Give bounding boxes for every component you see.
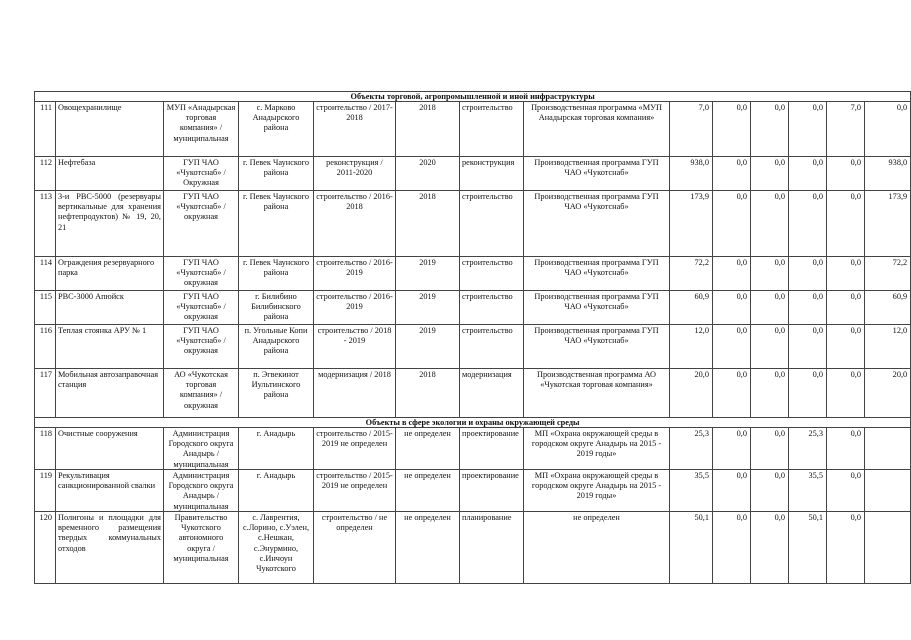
table-row (35, 291, 911, 325)
funding-value: 0,0 (736, 158, 747, 167)
row-number: 114 (39, 258, 52, 267)
stage: проектирование (462, 471, 519, 480)
total-funding: 50,1 (694, 513, 709, 522)
row-number: 117 (39, 370, 52, 379)
funding-value: 0,0 (850, 326, 861, 335)
table-row (35, 257, 911, 291)
funding-value: 0,0 (774, 370, 785, 379)
funding-value: 7,0 (850, 103, 861, 112)
funding-value: 0,0 (812, 326, 823, 335)
row-number: 115 (39, 292, 52, 301)
table-row (35, 191, 911, 257)
funding-value: 0,0 (774, 258, 785, 267)
completion-year: 2019 (419, 258, 436, 267)
funding-value: 0,0 (850, 292, 861, 301)
row-number: 112 (39, 158, 52, 167)
stage: планирование (462, 513, 512, 522)
object-owner: ГУП ЧАО «Чукотснаб» / окружная (176, 292, 226, 322)
funding-value: 0,0 (812, 192, 823, 201)
program-name: не определен (573, 513, 620, 522)
funding-value: 35,5 (808, 471, 823, 480)
completion-year: 2019 (419, 326, 436, 335)
total-funding: 938,0 (690, 158, 709, 167)
object-owner: ГУП ЧАО «Чукотснаб» / окружная (176, 258, 226, 288)
funding-value: 0,0 (736, 103, 747, 112)
total-funding: 60,9 (694, 292, 709, 301)
program-name: Производственная программа ГУП ЧАО «Чукотснаб» (534, 192, 659, 212)
table-row (35, 102, 911, 157)
table-row (35, 470, 911, 512)
work-type-period: строительство / 2015-2019 не определен (316, 429, 393, 449)
work-type-period: строительство / 2015-2019 не определен (316, 471, 393, 491)
total-funding: 173,9 (690, 192, 709, 201)
funding-value: 0,0 (774, 292, 785, 301)
stage: строительство (462, 326, 513, 335)
object-name: 3-и РВС-5000 (резервуары вертикальные для хранения нефтепродуктов) № 19, 20, 21 (58, 192, 161, 232)
funding-value (867, 429, 907, 468)
stage: реконструкция (462, 158, 515, 167)
object-name: РВС-3000 Апюйск (58, 292, 124, 301)
funding-value: 0,0 (774, 429, 785, 438)
total-funding: 72,2 (694, 258, 709, 267)
object-location: с. Лаврентия, с.Лорино, с.Уэлен, с.Нешкан, с.Энурмино, с.Инчоун Чукотского (242, 513, 310, 574)
total-funding: 12,0 (694, 326, 709, 335)
row-number: 120 (39, 513, 52, 522)
section-header-row (35, 418, 911, 428)
funding-value: 0,0 (736, 429, 747, 438)
funding-value: 0,0 (774, 192, 785, 201)
funding-value: 0,0 (774, 471, 785, 480)
completion-year: 2018 (419, 192, 436, 201)
work-type-period: строительство / 2016-2018 (316, 192, 393, 212)
program-name: Производственная программа «МУП Анадырская торговая компания» (531, 103, 662, 123)
object-name: Нефтебаза (58, 158, 96, 167)
funding-value: 0,0 (736, 471, 747, 480)
table-row (35, 369, 911, 418)
completion-year: не определен (404, 429, 451, 438)
object-owner: МУП «Анадырская торговая компания» / муниципальная (166, 103, 236, 143)
funding-value: 0,0 (896, 103, 908, 112)
funding-value: 60,9 (892, 292, 908, 301)
funding-value: 0,0 (736, 258, 747, 267)
funding-value: 0,0 (774, 326, 785, 335)
program-name: МП «Охрана окружающей среды в городском округе Анадырь на 2015 - 2019 годы» (531, 429, 662, 459)
funding-value: 0,0 (850, 258, 861, 267)
funding-value: 0,0 (850, 158, 861, 167)
section-title: Объекты торговой, агропромышленной и иной инфраструктуры (35, 92, 911, 102)
funding-value: 0,0 (812, 103, 823, 112)
object-location: п. Угольные Копи Анадырского района (244, 326, 308, 356)
funding-value: 20,0 (892, 370, 908, 379)
funding-value: 0,0 (812, 292, 823, 301)
completion-year: не определен (404, 471, 451, 480)
object-name: Овощехранилище (58, 103, 122, 112)
work-type-period: строительство / 2016-2019 (316, 258, 393, 278)
object-location: г. Билибино Билибинского района (251, 292, 301, 322)
total-funding: 25,3 (694, 429, 709, 438)
section-header-row (35, 92, 911, 102)
table-row (35, 428, 911, 470)
total-funding: 20,0 (694, 370, 709, 379)
program-name: МП «Охрана окружающей среды в городском округе Анадырь на 2015 - 2019 годы» (531, 471, 662, 501)
object-owner: Администрация Городского округа Анадырь / муниципальная (168, 471, 234, 511)
work-type-period: модернизация / 2018 (318, 370, 391, 379)
object-location: г. Певек Чаунского района (243, 192, 309, 212)
object-location: п. Эгвекинот Иультинского района (251, 370, 301, 400)
funding-value: 0,0 (850, 429, 861, 438)
object-owner: Правительство Чукотского автономного округа / муниципальная (173, 513, 229, 563)
funding-value (867, 513, 907, 582)
funding-value: 12,0 (892, 326, 908, 335)
funding-value: 72,2 (892, 258, 908, 267)
object-owner: ГУП ЧАО «Чукотснаб» / Окружная (176, 158, 226, 188)
funding-value: 0,0 (850, 471, 861, 480)
program-name: Производственная программа ГУП ЧАО «Чукотснаб» (534, 292, 659, 312)
stage: проектирование (462, 429, 519, 438)
investment-objects-table (34, 91, 911, 584)
funding-value: 0,0 (736, 370, 747, 379)
funding-value: 173,9 (888, 192, 908, 201)
funding-value: 0,0 (774, 513, 785, 522)
completion-year: 2020 (419, 158, 436, 167)
row-number: 116 (39, 326, 52, 335)
completion-year: 2018 (419, 370, 436, 379)
funding-value: 0,0 (812, 370, 823, 379)
object-location: г. Анадырь (256, 429, 296, 438)
funding-value: 0,0 (812, 158, 823, 167)
row-number: 119 (39, 471, 52, 480)
stage: модернизация (462, 370, 512, 379)
funding-value: 938,0 (888, 158, 908, 167)
completion-year: 2018 (419, 103, 436, 112)
funding-value: 50,1 (808, 513, 823, 522)
work-type-period: строительство / 2016-2019 (316, 292, 393, 312)
funding-value: 0,0 (736, 192, 747, 201)
object-location: г. Певек Чаунского района (243, 158, 309, 178)
funding-value: 0,0 (736, 326, 747, 335)
stage: строительство (462, 103, 513, 112)
object-name: Очистные сооружения (58, 429, 138, 438)
row-number: 118 (39, 429, 52, 438)
completion-year: не определен (404, 513, 451, 522)
funding-value (867, 471, 907, 510)
object-location: с. Марково Анадырского района (252, 103, 300, 133)
object-name: Рекультивация санкционированной свалки (58, 471, 156, 491)
funding-value: 0,0 (736, 513, 747, 522)
object-owner: ГУП ЧАО «Чукотснаб» / окружная (176, 326, 226, 356)
funding-value: 0,0 (850, 370, 861, 379)
funding-value: 0,0 (812, 258, 823, 267)
work-type-period: строительство / 2018 - 2019 (317, 326, 392, 346)
program-name: Производственная программа ГУП ЧАО «Чукотснаб» (534, 326, 659, 346)
funding-value: 25,3 (808, 429, 823, 438)
stage: строительство (462, 292, 513, 301)
object-name: Полигоны и площадки для временного размещения твердых коммунальных отходов (58, 513, 161, 553)
program-name: Производственная программа АО «Чукотская торговая компания» (536, 370, 657, 390)
row-number: 113 (39, 192, 52, 201)
funding-value: 0,0 (774, 103, 785, 112)
total-funding: 35,5 (694, 471, 709, 480)
object-name: Ограждения резервуарного парка (58, 258, 155, 278)
object-name: Теплая стоянка АРУ № 1 (58, 326, 147, 335)
table-row (35, 157, 911, 191)
program-name: Производственная программа ГУП ЧАО «Чукотснаб» (534, 258, 659, 278)
completion-year: 2019 (419, 292, 436, 301)
table-row (35, 512, 911, 584)
funding-value: 0,0 (850, 513, 861, 522)
funding-value: 0,0 (736, 292, 747, 301)
stage: строительство (462, 258, 513, 267)
object-location: г. Певек Чаунского района (243, 258, 309, 278)
section-title: Объекты в сфере экологии и охраны окружающей среды (35, 418, 911, 428)
object-location: г. Анадырь (256, 471, 296, 480)
object-owner: ГУП ЧАО «Чукотснаб» / окружная (176, 192, 226, 222)
object-name: Мобильная автозаправочная станция (58, 370, 159, 390)
work-type-period: строительство / 2017-2018 (316, 103, 393, 123)
work-type-period: строительство / не определен (321, 513, 388, 533)
row-number: 111 (40, 103, 52, 112)
funding-value: 0,0 (774, 158, 785, 167)
program-name: Производственная программа ГУП ЧАО «Чукотснаб» (534, 158, 659, 178)
total-funding: 7,0 (698, 103, 709, 112)
stage: строительство (462, 192, 513, 201)
object-owner: Администрация Городского округа Анадырь / муниципальная (168, 429, 234, 469)
work-type-period: реконструкция / 2011-2020 (326, 158, 383, 178)
funding-value: 0,0 (850, 192, 861, 201)
object-owner: АО «Чукотская торговая компания» / окружная (174, 370, 228, 410)
table-row (35, 325, 911, 369)
